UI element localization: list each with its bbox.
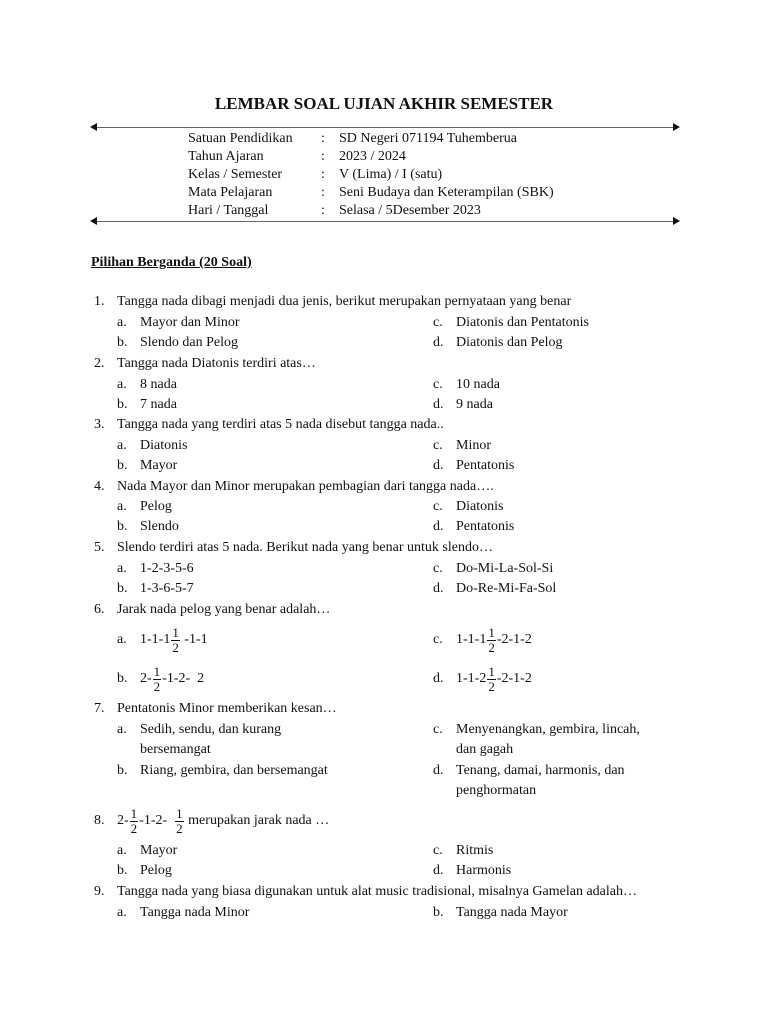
fraction-numerator: 1 xyxy=(153,663,161,679)
option-letter: a. xyxy=(117,561,127,576)
question-text: Tangga nada dibagi menjadi dua jenis, berikut merupakan pernyataan yang benar xyxy=(117,294,572,309)
option-text: Sedih, sendu, dan kurang xyxy=(140,722,282,737)
question-number: 1. xyxy=(94,294,105,309)
info-value: Selasa / 5Desember 2023 xyxy=(339,203,481,218)
option-letter: a. xyxy=(117,499,127,514)
option-text xyxy=(456,620,532,660)
fraction-numerator: 1 xyxy=(172,624,179,640)
option-letter: c. xyxy=(433,722,443,737)
option-text xyxy=(140,659,204,699)
option-text: Mayor xyxy=(140,843,178,858)
info-label: Kelas / Semester xyxy=(188,167,283,182)
question-number: 4. xyxy=(94,479,105,494)
option-letter: b. xyxy=(117,671,128,686)
option-letter: a. xyxy=(117,632,127,647)
question-number: 3. xyxy=(94,417,105,432)
expr-part: -2-1-2 xyxy=(496,632,532,647)
option-letter: b. xyxy=(117,335,128,350)
expr-part: 1-1-1 xyxy=(456,632,487,647)
expr-part: 2- xyxy=(117,813,129,828)
fraction-half xyxy=(153,665,162,694)
option-letter: d. xyxy=(433,671,444,686)
info-label: Tahun Ajaran xyxy=(188,149,264,164)
fraction-numerator: 1 xyxy=(488,663,495,679)
option-text: Pentatonis xyxy=(456,519,515,534)
question-text: Nada Mayor dan Minor merupakan pembagian dari tangga nada…. xyxy=(117,479,494,494)
option-text: Pelog xyxy=(140,863,172,878)
page-title: LEMBAR SOAL UJIAN AKHIR SEMESTER xyxy=(214,94,554,113)
option-letter: b. xyxy=(117,458,128,473)
option-text: Harmonis xyxy=(456,863,512,878)
question-number: 9. xyxy=(94,884,105,899)
info-colon: : xyxy=(321,203,325,218)
question-number: 5. xyxy=(94,540,105,555)
option-letter: a. xyxy=(117,843,127,858)
info-label: Hari / Tanggal xyxy=(188,203,269,218)
option-letter: b. xyxy=(117,397,128,412)
option-text: Ritmis xyxy=(456,843,494,858)
option-text: Diatonis xyxy=(456,499,504,514)
option-letter: b. xyxy=(433,905,444,920)
fraction-half xyxy=(487,665,496,694)
question-number: 8. xyxy=(94,813,105,828)
option-text xyxy=(456,659,532,699)
info-colon: : xyxy=(321,131,325,146)
option-text: 1-3-6-5-7 xyxy=(140,581,194,596)
option-text: Mayor dan Minor xyxy=(140,315,240,330)
option-letter: b. xyxy=(117,763,128,778)
expr-part: 1-1-1 xyxy=(140,632,171,647)
option-letter: c. xyxy=(433,499,443,514)
option-letter: b. xyxy=(117,581,128,596)
question-text: Slendo terdiri atas 5 nada. Berikut nada yang benar untuk slendo… xyxy=(117,540,493,555)
option-letter: b. xyxy=(117,519,128,534)
info-value: Seni Budaya dan Keterampilan (SBK) xyxy=(339,185,554,200)
option-text: Menyenangkan, gembira, lincah, xyxy=(456,722,640,737)
option-letter: c. xyxy=(433,438,443,453)
question-text xyxy=(117,801,329,841)
info-colon: : xyxy=(321,167,325,182)
option-letter: d. xyxy=(433,763,444,778)
option-letter: d. xyxy=(433,581,444,596)
option-text: 9 nada xyxy=(456,397,493,412)
fraction-half xyxy=(175,807,184,836)
expr-part: -1-2- xyxy=(139,813,175,828)
expr-part: merupakan jarak nada … xyxy=(184,813,330,828)
fraction-denominator: 2 xyxy=(130,820,138,836)
option-text: 7 nada xyxy=(140,397,177,412)
bottom-divider xyxy=(92,221,678,222)
option-text: Pentatonis xyxy=(456,458,515,473)
option-text: Riang, gembira, dan bersemangat xyxy=(140,763,328,778)
option-letter: a. xyxy=(117,315,127,330)
info-value: V (Lima) / I (satu) xyxy=(339,167,443,182)
option-text: 8 nada xyxy=(140,377,177,392)
expr-part: 2- xyxy=(140,671,152,686)
option-text: Slendo xyxy=(140,519,179,534)
option-text: Diatonis dan Pentatonis xyxy=(456,315,589,330)
question-number: 2. xyxy=(94,356,105,371)
info-value: 2023 / 2024 xyxy=(339,149,406,164)
fraction-half xyxy=(171,626,180,655)
fraction-half xyxy=(130,807,139,836)
fraction-denominator: 2 xyxy=(176,820,183,836)
option-text: Do-Mi-La-Sol-Si xyxy=(456,561,554,576)
option-text: Diatonis xyxy=(140,438,188,453)
option-text: Slendo dan Pelog xyxy=(140,335,238,350)
option-letter: c. xyxy=(433,561,443,576)
info-label: Satuan Pendidikan xyxy=(188,131,293,146)
option-letter: a. xyxy=(117,722,127,737)
option-text: 10 nada xyxy=(456,377,500,392)
top-divider xyxy=(92,127,678,128)
option-letter: a. xyxy=(117,438,127,453)
expr-part: 1-1-2 xyxy=(456,671,487,686)
option-text: 1-2-3-5-6 xyxy=(140,561,194,576)
option-letter: c. xyxy=(433,315,443,330)
option-letter: c. xyxy=(433,377,443,392)
question-text: Tangga nada Diatonis terdiri atas… xyxy=(117,356,316,371)
expr-part: -2-1-2 xyxy=(496,671,532,686)
info-label: Mata Pelajaran xyxy=(188,185,273,200)
option-text: Tenang, damai, harmonis, dan xyxy=(456,763,625,778)
option-text: Pelog xyxy=(140,499,172,514)
expr-part: -1-2- 2 xyxy=(162,671,205,686)
fraction-denominator: 2 xyxy=(488,678,495,694)
fraction-denominator: 2 xyxy=(153,678,161,694)
question-text: Tangga nada yang biasa digunakan untuk alat music tradisional, misalnya Gamelan adalah… xyxy=(117,884,637,899)
option-letter: d. xyxy=(433,397,444,412)
fraction-denominator: 2 xyxy=(488,639,495,655)
info-value: SD Negeri 071194 Tuhemberua xyxy=(339,131,517,146)
option-text: Tangga nada Mayor xyxy=(456,905,568,920)
fraction-numerator: 1 xyxy=(488,624,495,640)
option-text: Minor xyxy=(456,438,491,453)
fraction-numerator: 1 xyxy=(130,805,138,821)
fraction-numerator: 1 xyxy=(176,805,183,821)
option-letter: c. xyxy=(433,632,443,647)
option-letter: a. xyxy=(117,377,127,392)
option-text: Diatonis dan Pelog xyxy=(456,335,563,350)
question-text: Tangga nada yang terdiri atas 5 nada disebut tangga nada.. xyxy=(117,417,444,432)
question-number: 6. xyxy=(94,602,105,617)
section-title: Pilihan Berganda (20 Soal) xyxy=(91,255,252,270)
option-text: Mayor xyxy=(140,458,178,473)
fraction-denominator: 2 xyxy=(172,639,179,655)
option-text xyxy=(140,620,208,660)
option-text-cont: dan gagah xyxy=(456,742,514,757)
option-text: Tangga nada Minor xyxy=(140,905,250,920)
info-colon: : xyxy=(321,149,325,164)
option-text: Do-Re-Mi-Fa-Sol xyxy=(456,581,557,596)
option-letter: d. xyxy=(433,335,444,350)
option-letter: d. xyxy=(433,458,444,473)
option-letter: c. xyxy=(433,843,443,858)
option-text-cont: bersemangat xyxy=(140,742,211,757)
option-letter: d. xyxy=(433,863,444,878)
option-letter: b. xyxy=(117,863,128,878)
expr-part: -1-1 xyxy=(180,632,208,647)
option-letter: a. xyxy=(117,905,127,920)
option-text-cont: penghormatan xyxy=(456,783,537,798)
question-number: 7. xyxy=(94,701,105,716)
question-text: Pentatonis Minor memberikan kesan… xyxy=(117,701,337,716)
option-letter: d. xyxy=(433,519,444,534)
question-text: Jarak nada pelog yang benar adalah… xyxy=(117,602,331,617)
fraction-half xyxy=(487,626,496,655)
info-colon: : xyxy=(321,185,325,200)
